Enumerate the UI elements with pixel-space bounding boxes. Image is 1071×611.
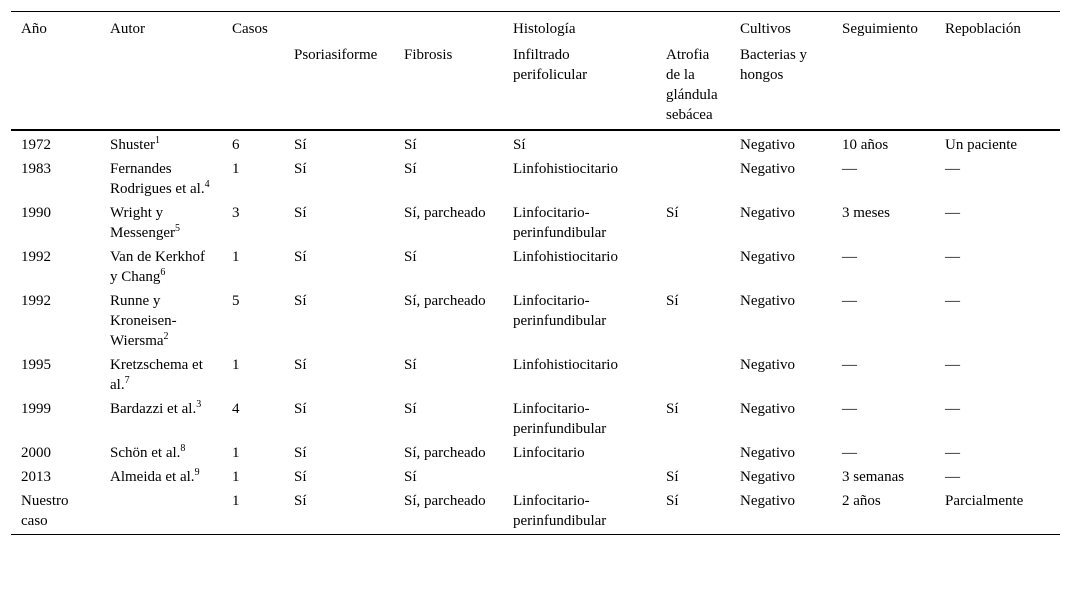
header-spacer bbox=[100, 39, 222, 130]
cell-year: 2000 bbox=[21, 445, 51, 461]
cell-infiltrate: Linfocitario-perinfundibular bbox=[513, 493, 607, 529]
cell-followup: 3 semanas bbox=[842, 469, 905, 485]
col-cases-header: Casos bbox=[232, 21, 268, 37]
cell-author bbox=[100, 288, 222, 352]
cell-atrophy: Sí bbox=[666, 293, 679, 309]
cell-cases: 1 bbox=[232, 249, 240, 265]
table-body bbox=[11, 130, 1060, 535]
cell-culture: Negativo bbox=[740, 493, 795, 509]
cell-fibrosis: Sí bbox=[404, 137, 417, 153]
header-spacer bbox=[284, 12, 394, 40]
cell-fibrosis: Sí bbox=[404, 469, 417, 485]
cell-year: 1992 bbox=[21, 293, 51, 309]
reference-superscript: 3 bbox=[196, 399, 202, 410]
cell-repopulation: — bbox=[945, 445, 960, 461]
table-row bbox=[11, 440, 1060, 464]
table-header bbox=[11, 12, 1060, 131]
author-name: Bardazzi et al. bbox=[110, 401, 197, 417]
header-spacer bbox=[222, 39, 284, 130]
reference-superscript: 7 bbox=[124, 375, 130, 386]
cell-followup: — bbox=[842, 293, 857, 309]
cell-infiltrate: Linfocitario-perinfundibular bbox=[513, 401, 607, 437]
author-name: Van de Kerkhof y Chang bbox=[110, 249, 205, 285]
cell-psoriasiform: Sí bbox=[294, 161, 307, 177]
cell-fibrosis: Sí, parcheado bbox=[404, 493, 486, 509]
header-row-sub bbox=[11, 39, 1060, 130]
table-row bbox=[11, 352, 1060, 396]
cell-atrophy bbox=[656, 352, 730, 396]
header-spacer bbox=[11, 39, 100, 130]
table-row bbox=[11, 130, 1060, 156]
col-author-header: Autor bbox=[110, 21, 145, 37]
cell-followup: — bbox=[842, 357, 857, 373]
cell-atrophy bbox=[656, 440, 730, 464]
cell-author bbox=[100, 464, 222, 488]
cell-year: 1990 bbox=[21, 205, 51, 221]
cell-year: 1995 bbox=[21, 357, 51, 373]
cell-year: 1983 bbox=[21, 161, 51, 177]
cell-followup: — bbox=[842, 445, 857, 461]
cell-atrophy bbox=[656, 156, 730, 200]
cell-atrophy: Sí bbox=[666, 401, 679, 417]
cell-atrophy: Sí bbox=[666, 205, 679, 221]
reference-superscript: 9 bbox=[194, 467, 200, 478]
cell-cases: 1 bbox=[232, 493, 240, 509]
cell-cases: 4 bbox=[232, 401, 240, 417]
header-spacer bbox=[394, 12, 503, 40]
cell-psoriasiform: Sí bbox=[294, 293, 307, 309]
cell-fibrosis: Sí, parcheado bbox=[404, 205, 486, 221]
cell-repopulation: — bbox=[945, 469, 960, 485]
cell-culture: Negativo bbox=[740, 161, 795, 177]
cell-followup: — bbox=[842, 161, 857, 177]
cell-repopulation: — bbox=[945, 401, 960, 417]
reference-superscript: 5 bbox=[174, 223, 180, 234]
cell-cases: 3 bbox=[232, 205, 240, 221]
cell-author bbox=[100, 130, 222, 156]
cases-table bbox=[11, 11, 1060, 535]
header-spacer bbox=[832, 39, 935, 130]
table-row bbox=[11, 396, 1060, 440]
table-row bbox=[11, 200, 1060, 244]
cell-repopulation: — bbox=[945, 357, 960, 373]
cell-author bbox=[100, 244, 222, 288]
table-row bbox=[11, 156, 1060, 200]
col-year-header: Año bbox=[21, 21, 47, 37]
reference-superscript: 1 bbox=[155, 135, 160, 146]
cell-fibrosis: Sí, parcheado bbox=[404, 445, 486, 461]
cell-repopulation: — bbox=[945, 161, 960, 177]
cell-culture: Negativo bbox=[740, 401, 795, 417]
cell-repopulation: — bbox=[945, 205, 960, 221]
cell-culture: Negativo bbox=[740, 469, 795, 485]
col-followup-header: Seguimiento bbox=[842, 21, 918, 37]
author-name: Almeida et al. bbox=[110, 469, 195, 485]
cell-year: 1972 bbox=[21, 137, 51, 153]
cell-psoriasiform: Sí bbox=[294, 249, 307, 265]
cell-infiltrate: Sí bbox=[513, 137, 526, 153]
cell-psoriasiform: Sí bbox=[294, 401, 307, 417]
cell-culture: Negativo bbox=[740, 205, 795, 221]
cell-psoriasiform: Sí bbox=[294, 493, 307, 509]
cell-infiltrate: Linfocitario-perinfundibular bbox=[513, 205, 607, 241]
col-fibrosis-header: Fibrosis bbox=[404, 47, 453, 63]
col-atrophy-header: Atrofia de la glándula sebácea bbox=[666, 47, 718, 123]
cell-culture: Negativo bbox=[740, 445, 795, 461]
cell-author bbox=[100, 352, 222, 396]
col-infiltrate-header: Infiltrado perifolicular bbox=[513, 47, 588, 83]
col-histology-header: Histología bbox=[513, 21, 576, 37]
col-bacteria-header: Bacterias y hongos bbox=[740, 47, 808, 83]
header-spacer bbox=[935, 39, 1060, 130]
cell-infiltrate bbox=[503, 464, 656, 488]
cell-infiltrate: Linfocitario bbox=[513, 445, 585, 461]
cell-followup: — bbox=[842, 249, 857, 265]
cell-culture: Negativo bbox=[740, 293, 795, 309]
cell-culture: Negativo bbox=[740, 137, 795, 153]
cell-repopulation: Parcialmente bbox=[945, 493, 1024, 509]
cell-year: 1999 bbox=[21, 401, 51, 417]
cell-cases: 1 bbox=[232, 445, 240, 461]
author-name: Fernandes Rodrigues et al. bbox=[110, 161, 205, 197]
cell-repopulation: — bbox=[945, 293, 960, 309]
cell-author bbox=[100, 200, 222, 244]
cell-followup: 3 meses bbox=[842, 205, 890, 221]
reference-superscript: 2 bbox=[163, 331, 169, 342]
cell-author bbox=[100, 488, 222, 535]
cell-followup: — bbox=[842, 401, 857, 417]
col-psoriasiform-header: Psoriasiforme bbox=[294, 47, 378, 63]
table-row bbox=[11, 488, 1060, 535]
cell-author bbox=[100, 156, 222, 200]
cell-psoriasiform: Sí bbox=[294, 137, 307, 153]
author-name: Runne y Kroneisen-Wiersma bbox=[110, 293, 177, 349]
table-row bbox=[11, 464, 1060, 488]
cell-cases: 1 bbox=[232, 469, 240, 485]
cell-infiltrate: Linfohistiocitario bbox=[513, 161, 618, 177]
cell-infiltrate: Linfohistiocitario bbox=[513, 249, 618, 265]
cell-fibrosis: Sí bbox=[404, 161, 417, 177]
cell-psoriasiform: Sí bbox=[294, 445, 307, 461]
reference-superscript: 8 bbox=[180, 443, 186, 454]
cell-infiltrate: Linfohistiocitario bbox=[513, 357, 618, 373]
reference-superscript: 6 bbox=[160, 267, 166, 278]
cell-culture: Negativo bbox=[740, 357, 795, 373]
reference-superscript: 4 bbox=[204, 179, 210, 190]
cell-fibrosis: Sí bbox=[404, 249, 417, 265]
cell-infiltrate: Linfocitario-perinfundibular bbox=[513, 293, 607, 329]
author-name: Wright y Messenger bbox=[110, 205, 175, 241]
cell-followup: 2 años bbox=[842, 493, 881, 509]
cell-psoriasiform: Sí bbox=[294, 357, 307, 373]
cell-author bbox=[100, 440, 222, 464]
cell-cases: 6 bbox=[232, 137, 240, 153]
header-row-top bbox=[11, 12, 1060, 40]
cell-fibrosis: Sí bbox=[404, 357, 417, 373]
cell-atrophy bbox=[656, 244, 730, 288]
author-name: Schön et al. bbox=[110, 445, 181, 461]
author-name: Shuster bbox=[110, 137, 155, 153]
cell-year: 2013 bbox=[21, 469, 51, 485]
cell-repopulation: Un paciente bbox=[945, 137, 1018, 153]
cell-atrophy bbox=[656, 130, 730, 156]
cell-cases: 1 bbox=[232, 161, 240, 177]
table-row bbox=[11, 288, 1060, 352]
author-name: Kretzschema et al. bbox=[110, 357, 203, 393]
cell-fibrosis: Sí bbox=[404, 401, 417, 417]
cell-culture: Negativo bbox=[740, 249, 795, 265]
cell-cases: 1 bbox=[232, 357, 240, 373]
cell-year: Nuestro caso bbox=[21, 493, 69, 529]
cell-atrophy: Sí bbox=[666, 493, 679, 509]
cell-psoriasiform: Sí bbox=[294, 205, 307, 221]
cell-author bbox=[100, 396, 222, 440]
header-spacer bbox=[656, 12, 730, 40]
cell-psoriasiform: Sí bbox=[294, 469, 307, 485]
cell-cases: 5 bbox=[232, 293, 240, 309]
cell-fibrosis: Sí, parcheado bbox=[404, 293, 486, 309]
table-row bbox=[11, 244, 1060, 288]
col-repopulation-header: Repoblación bbox=[945, 21, 1021, 37]
col-cultures-header: Cultivos bbox=[740, 21, 791, 37]
cell-year: 1992 bbox=[21, 249, 51, 265]
cell-atrophy: Sí bbox=[666, 469, 679, 485]
cell-followup: 10 años bbox=[842, 137, 889, 153]
cell-repopulation: — bbox=[945, 249, 960, 265]
